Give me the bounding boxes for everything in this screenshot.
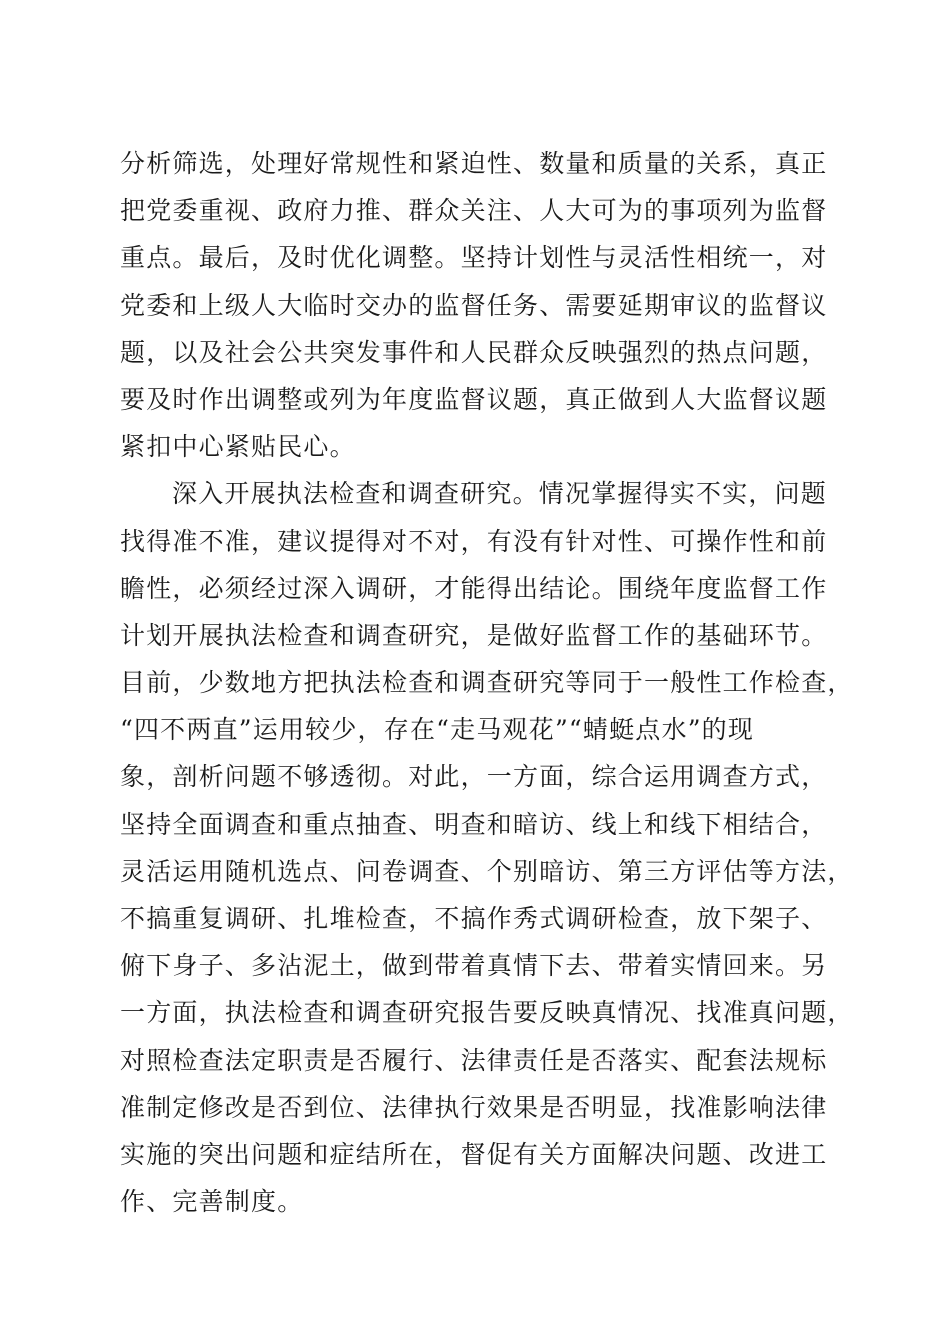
text-line: 灵活运用随机选点、问卷调查、个别暗访、第三方评估等方法， <box>120 856 854 886</box>
text-line: 题，以及社会公共突发事件和人民群众反映强烈的热点问题， <box>120 337 828 367</box>
text-line: 深入开展执法检查和调查研究。情况掌握得实不实，问题 <box>172 479 828 509</box>
text-line: 找得准不准，建议提得对不对，有没有针对性、可操作性和前 <box>120 526 828 556</box>
text-line: 要及时作出调整或列为年度监督议题，真正做到人大监督议题 <box>120 384 828 414</box>
text-line: “四不两直”运用较少，存在“走马观花”“蜻蜓点水”的现 <box>120 715 755 745</box>
text-line: 准制定修改是否到位、法律执行效果是否明显，找准影响法律 <box>120 1092 828 1122</box>
text-line: 不搞重复调研、扎堆检查，不搞作秀式调研检查，放下架子、 <box>120 904 828 933</box>
text-line: 重点。最后，及时优化调整。坚持计划性与灵活性相统一，对 <box>120 243 828 273</box>
text-line: 坚持全面调查和重点抽查、明查和暗访、线上和线下相结合， <box>120 809 828 839</box>
text-line: 目前，少数地方把执法检查和调查研究等同于一般性工作检查， <box>120 668 854 698</box>
text-line: 一方面，执法检查和调查研究报告要反映真情况、找准真问题， <box>120 998 854 1028</box>
text-line: 计划开展执法检查和调查研究，是做好监督工作的基础环节。 <box>120 620 828 650</box>
document-body <box>120 140 854 1225</box>
text-line: 瞻性，必须经过深入调研，才能得出结论。围绕年度监督工作 <box>120 573 828 603</box>
text-line: 俯下身子、多沾泥土，做到带着真情下去、带着实情回来。另 <box>120 951 828 981</box>
text-line: 把党委重视、政府力推、群众关注、人大可为的事项列为监督 <box>120 196 828 226</box>
paragraph-2 <box>120 470 854 1225</box>
text-line: 分析筛选，处理好常规性和紧迫性、数量和质量的关系，真正 <box>120 149 828 178</box>
paragraph-1 <box>120 140 840 470</box>
text-line: 党委和上级人大临时交办的监督任务、需要延期审议的监督议 <box>120 290 828 320</box>
text-line: 作、完善制度。 <box>120 1187 304 1217</box>
text-line: 对照检查法定职责是否履行、法律责任是否落实、配套法规标 <box>120 1045 828 1075</box>
text-line: 实施的突出问题和症结所在，督促有关方面解决问题、改进工 <box>120 1139 828 1169</box>
text-line: 紧扣中心紧贴民心。 <box>120 432 356 462</box>
text-line: 象，剖析问题不够透彻。对此，一方面，综合运用调查方式， <box>120 762 828 792</box>
